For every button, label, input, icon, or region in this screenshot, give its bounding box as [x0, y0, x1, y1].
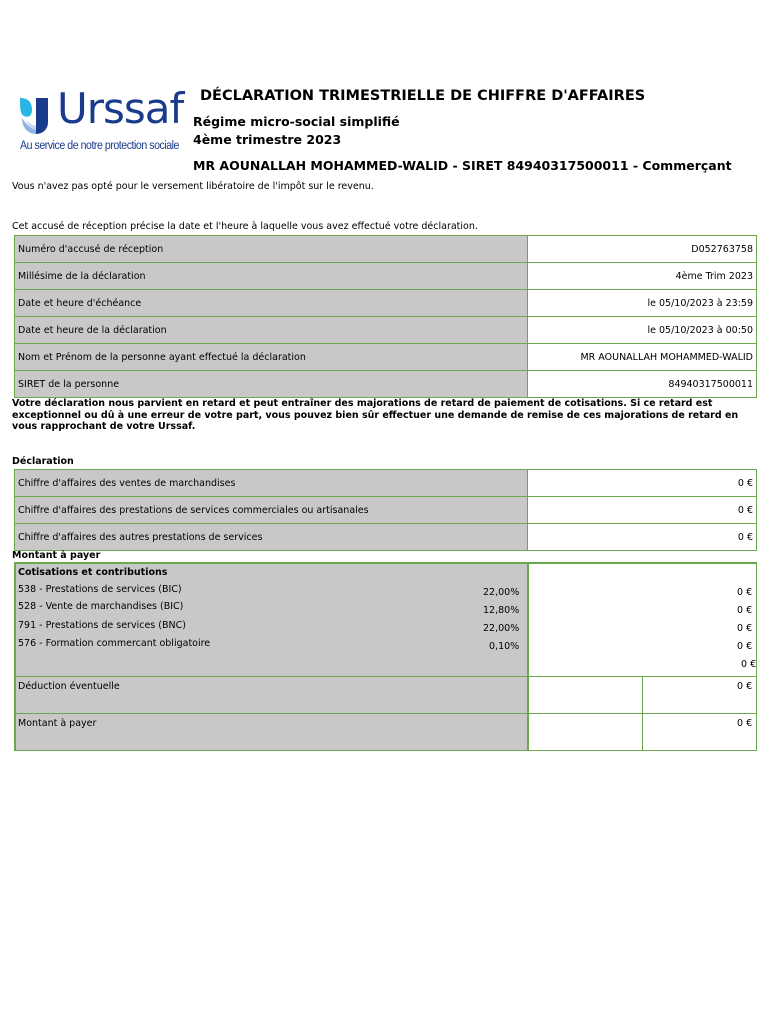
declaration-table — [14, 469, 757, 551]
table-row — [15, 470, 757, 497]
row-value: 84940317500011 — [528, 371, 757, 398]
row-label: Date et heure d'échéance — [15, 290, 528, 317]
montant-heading: Montant à payer — [12, 550, 101, 561]
accuse-table — [14, 235, 757, 398]
row-value: 4ème Trim 2023 — [528, 263, 757, 290]
urssaf-logo — [18, 84, 184, 156]
cotisation-line-rate: 0,10% — [489, 641, 520, 652]
row-value: 0 € — [528, 470, 757, 497]
row-label: Chiffre d'affaires des prestations de services commerciales ou artisanales — [15, 497, 528, 524]
cotisation-line-label: 538 - Prestations de services (BIC) — [18, 584, 182, 595]
retard-notice: Votre déclaration nous parvient en retard et peut entraîner des majorations de retard de paiement de cotisations. Si ce retard est exceptionnel ou dû à une erreur de votre part, vous pouvez bien sûr effectuer une demande de remise de ces majorations de retard en vous rapprochant de votre Urssaf. — [12, 398, 739, 432]
deduction-label: Déduction éventuelle — [18, 681, 120, 692]
cotisation-line-rate: 12,80% — [483, 605, 520, 616]
row-label: Chiffre d'affaires des autres prestations de services — [15, 524, 528, 551]
table-row — [15, 524, 757, 551]
table-row — [15, 263, 757, 290]
row-value: D052763758 — [528, 236, 757, 263]
montant-table — [14, 562, 757, 751]
table-row — [15, 290, 757, 317]
urssaf-emblem-icon — [18, 96, 54, 138]
payer-label: Montant à payer — [18, 718, 97, 729]
versement-notice: Vous n'avez pas opté pour le versement libératoire de l'impôt sur le revenu. — [12, 181, 374, 192]
row-label: SIRET de la personne — [15, 371, 528, 398]
identity-line: MR AOUNALLAH MOHAMMED-WALID - SIRET 84940317500011 - Commerçant — [193, 158, 732, 173]
row-label: Chiffre d'affaires des ventes de marchandises — [15, 470, 528, 497]
cotisation-line-value: 0 € — [737, 587, 753, 598]
accuse-notice: Cet accusé de réception précise la date et l'heure à laquelle vous avez effectué votre déclaration. — [12, 221, 478, 232]
row-value: MR AOUNALLAH MOHAMMED-WALID — [528, 344, 757, 371]
cotisation-line-rate: 22,00% — [483, 587, 520, 598]
row-label: Millésime de la déclaration — [15, 263, 528, 290]
deduction-value: 0 € — [737, 681, 753, 692]
row-value: 0 € — [528, 524, 757, 551]
table-row — [15, 371, 757, 398]
period-label: 4ème trimestre 2023 — [193, 132, 342, 147]
cotisation-line-label: 791 - Prestations de services (BNC) — [18, 620, 186, 631]
deduction-blank-cell — [528, 676, 643, 714]
row-label: Nom et Prénom de la personne ayant effectué la déclaration — [15, 344, 528, 371]
row-label: Numéro d'accusé de réception — [15, 236, 528, 263]
table-row — [15, 497, 757, 524]
cotisations-title: Cotisations et contributions — [18, 567, 168, 578]
logo-tagline: Au service de notre protection sociale — [20, 140, 179, 152]
declaration-heading: Déclaration — [12, 456, 74, 467]
cotisation-line-value: 0 € — [737, 641, 753, 652]
payer-blank-cell — [528, 713, 643, 751]
row-value: le 05/10/2023 à 00:50 — [528, 317, 757, 344]
cotisation-line-label: 528 - Vente de marchandises (BIC) — [18, 601, 184, 612]
table-row — [15, 344, 757, 371]
document-title: DÉCLARATION TRIMESTRIELLE DE CHIFFRE D'AFFAIRES — [200, 88, 646, 104]
logo-wordmark: Urssaf — [57, 84, 184, 133]
cotisation-line-label: 576 - Formation commercant obligatoire — [18, 638, 211, 649]
table-row — [15, 236, 757, 263]
regime-label: Régime micro-social simplifié — [193, 114, 400, 129]
table-row — [15, 317, 757, 344]
cotisations-total: 0 € — [741, 659, 757, 670]
cotisation-line-value: 0 € — [737, 623, 753, 634]
payer-value: 0 € — [737, 718, 753, 729]
cotisation-line-value: 0 € — [737, 605, 753, 616]
row-label: Date et heure de la déclaration — [15, 317, 528, 344]
row-value: 0 € — [528, 497, 757, 524]
row-value: le 05/10/2023 à 23:59 — [528, 290, 757, 317]
cotisation-line-rate: 22,00% — [483, 623, 520, 634]
cotisations-values-cell — [528, 563, 757, 677]
